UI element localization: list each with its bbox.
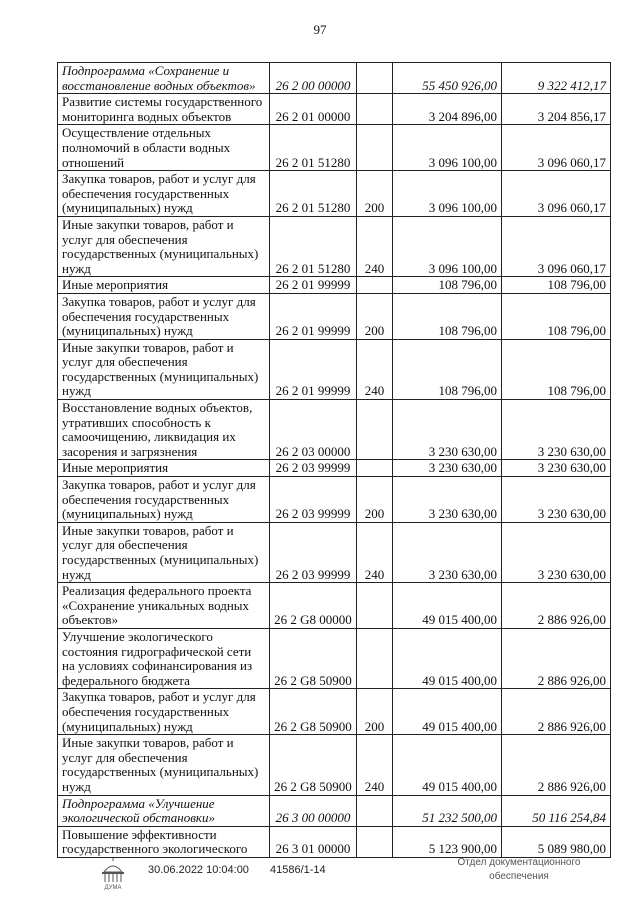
row-value-1: 3 096 100,00 [393,216,502,276]
row-value-1: 108 796,00 [393,293,502,339]
table-row [58,826,611,857]
row-name: Иные закупки товаров, работ и услуг для обеспечения государственных (муниципальных) нужд [58,735,270,795]
row-name: Повышение эффективности государственного экологического [58,826,270,857]
row-name: Иные мероприятия [58,460,270,477]
row-value-1: 3 204 896,00 [393,94,502,125]
row-type [357,400,393,460]
stamp-line-2: обеспечения [489,871,549,882]
budget-table-body [58,63,611,858]
table-row [58,522,611,582]
row-code: 26 2 01 51280 [270,216,357,276]
stamp-line-1: Отдел документационного [457,857,581,868]
row-value-2: 108 796,00 [502,339,611,399]
row-value-1: 3 096 100,00 [393,171,502,217]
row-value-2: 2 886 926,00 [502,689,611,735]
row-type: 200 [357,477,393,523]
row-name: Подпрограмма «Сохранение и восстановление водных объектов» [58,63,270,94]
table-row [58,735,611,795]
row-value-1: 3 230 630,00 [393,477,502,523]
row-name: Реализация федерального проекта «Сохранение уникальных водных объектов» [58,583,270,629]
row-type [357,826,393,857]
row-code: 26 2 03 99999 [270,522,357,582]
row-value-2: 2 886 926,00 [502,583,611,629]
row-code: 26 2 01 51280 [270,171,357,217]
page-number: 97 [313,22,327,37]
row-value-2: 50 116 254,84 [502,795,611,826]
table-row [58,94,611,125]
duma-logo [96,858,130,890]
table-row [58,689,611,735]
row-name: Закупка товаров, работ и услуг для обеспечения государственных (муниципальных) нужд [58,171,270,217]
table-row [58,339,611,399]
row-value-2: 3 096 060,17 [502,216,611,276]
row-value-1: 55 450 926,00 [393,63,502,94]
row-code: 26 2 G8 50900 [270,628,357,688]
row-type [357,94,393,125]
row-value-1: 3 230 630,00 [393,460,502,477]
department-stamp [444,856,594,884]
row-value-2: 2 886 926,00 [502,735,611,795]
table-row [58,277,611,294]
row-type: 240 [357,339,393,399]
table-row [58,216,611,276]
row-type [357,125,393,171]
row-name: Иные закупки товаров, работ и услуг для обеспечения государственных (муниципальных) нужд [58,216,270,276]
row-value-1: 49 015 400,00 [393,689,502,735]
row-value-2: 3 204 856,17 [502,94,611,125]
row-code: 26 2 01 00000 [270,94,357,125]
row-code: 26 2 00 00000 [270,63,357,94]
row-type: 240 [357,522,393,582]
row-value-2: 3 230 630,00 [502,460,611,477]
row-value-2: 108 796,00 [502,277,611,294]
row-value-1: 51 232 500,00 [393,795,502,826]
row-type [357,277,393,294]
row-value-1: 3 230 630,00 [393,522,502,582]
row-code: 26 2 G8 00000 [270,583,357,629]
table-row [58,795,611,826]
row-value-2: 3 096 060,17 [502,171,611,217]
row-value-1: 3 230 630,00 [393,400,502,460]
table-row [58,628,611,688]
row-type: 240 [357,216,393,276]
row-type: 200 [357,293,393,339]
row-code: 26 2 01 99999 [270,339,357,399]
row-name: Осуществление отдельных полномочий в области водных отношений [58,125,270,171]
row-value-2: 2 886 926,00 [502,628,611,688]
row-type [357,795,393,826]
table-row [58,63,611,94]
row-code: 26 3 01 00000 [270,826,357,857]
row-name: Подпрограмма «Улучшение экологической обстановки» [58,795,270,826]
row-value-2: 108 796,00 [502,293,611,339]
row-type [357,460,393,477]
row-value-1: 49 015 400,00 [393,735,502,795]
row-value-1: 49 015 400,00 [393,628,502,688]
row-code: 26 2 03 00000 [270,400,357,460]
row-value-1: 49 015 400,00 [393,583,502,629]
row-value-2: 3 230 630,00 [502,400,611,460]
row-value-1: 108 796,00 [393,339,502,399]
row-name: Иные закупки товаров, работ и услуг для обеспечения государственных (муниципальных) нужд [58,522,270,582]
row-value-1: 3 096 100,00 [393,125,502,171]
row-name: Закупка товаров, работ и услуг для обеспечения государственных (муниципальных) нужд [58,689,270,735]
table-row [58,293,611,339]
row-name: Восстановление водных объектов, утративших способность к самоочищению, ликвидация их засорения и загрязнения [58,400,270,460]
row-type: 200 [357,689,393,735]
row-name: Иные мероприятия [58,277,270,294]
row-value-2: 3 230 630,00 [502,477,611,523]
row-value-2: 9 322 412,17 [502,63,611,94]
row-value-1: 5 123 900,00 [393,826,502,857]
row-type [357,63,393,94]
table-row [58,400,611,460]
row-name: Улучшение экологического состояния гидрографической сети на условиях софинансирования из федерального бюджета [58,628,270,688]
footer-date: 30.06.2022 10:04:00 [148,864,249,876]
row-type: 240 [357,735,393,795]
row-name: Закупка товаров, работ и услуг для обеспечения государственных (муниципальных) нужд [58,477,270,523]
row-code: 26 2 01 51280 [270,125,357,171]
row-code: 26 2 G8 50900 [270,735,357,795]
row-code: 26 2 01 99999 [270,293,357,339]
row-name: Развитие системы государственного мониторинга водных объектов [58,94,270,125]
row-name: Иные закупки товаров, работ и услуг для обеспечения государственных (муниципальных) нужд [58,339,270,399]
footer-doc-number: 41586/1-14 [270,864,326,876]
row-code: 26 3 00 00000 [270,795,357,826]
row-type: 200 [357,171,393,217]
table-row [58,125,611,171]
row-value-1: 108 796,00 [393,277,502,294]
row-value-2: 5 089 980,00 [502,826,611,857]
row-value-2: 3 230 630,00 [502,522,611,582]
budget-table [57,62,611,858]
table-row [58,171,611,217]
row-name: Закупка товаров, работ и услуг для обеспечения государственных (муниципальных) нужд [58,293,270,339]
row-type [357,583,393,629]
row-code: 26 2 03 99999 [270,460,357,477]
row-type [357,628,393,688]
table-row [58,477,611,523]
table-row [58,460,611,477]
row-code: 26 2 G8 50900 [270,689,357,735]
table-row [58,583,611,629]
row-value-2: 3 096 060,17 [502,125,611,171]
row-code: 26 2 01 99999 [270,277,357,294]
row-code: 26 2 03 99999 [270,477,357,523]
svg-text:ДУМА: ДУМА [104,885,122,890]
